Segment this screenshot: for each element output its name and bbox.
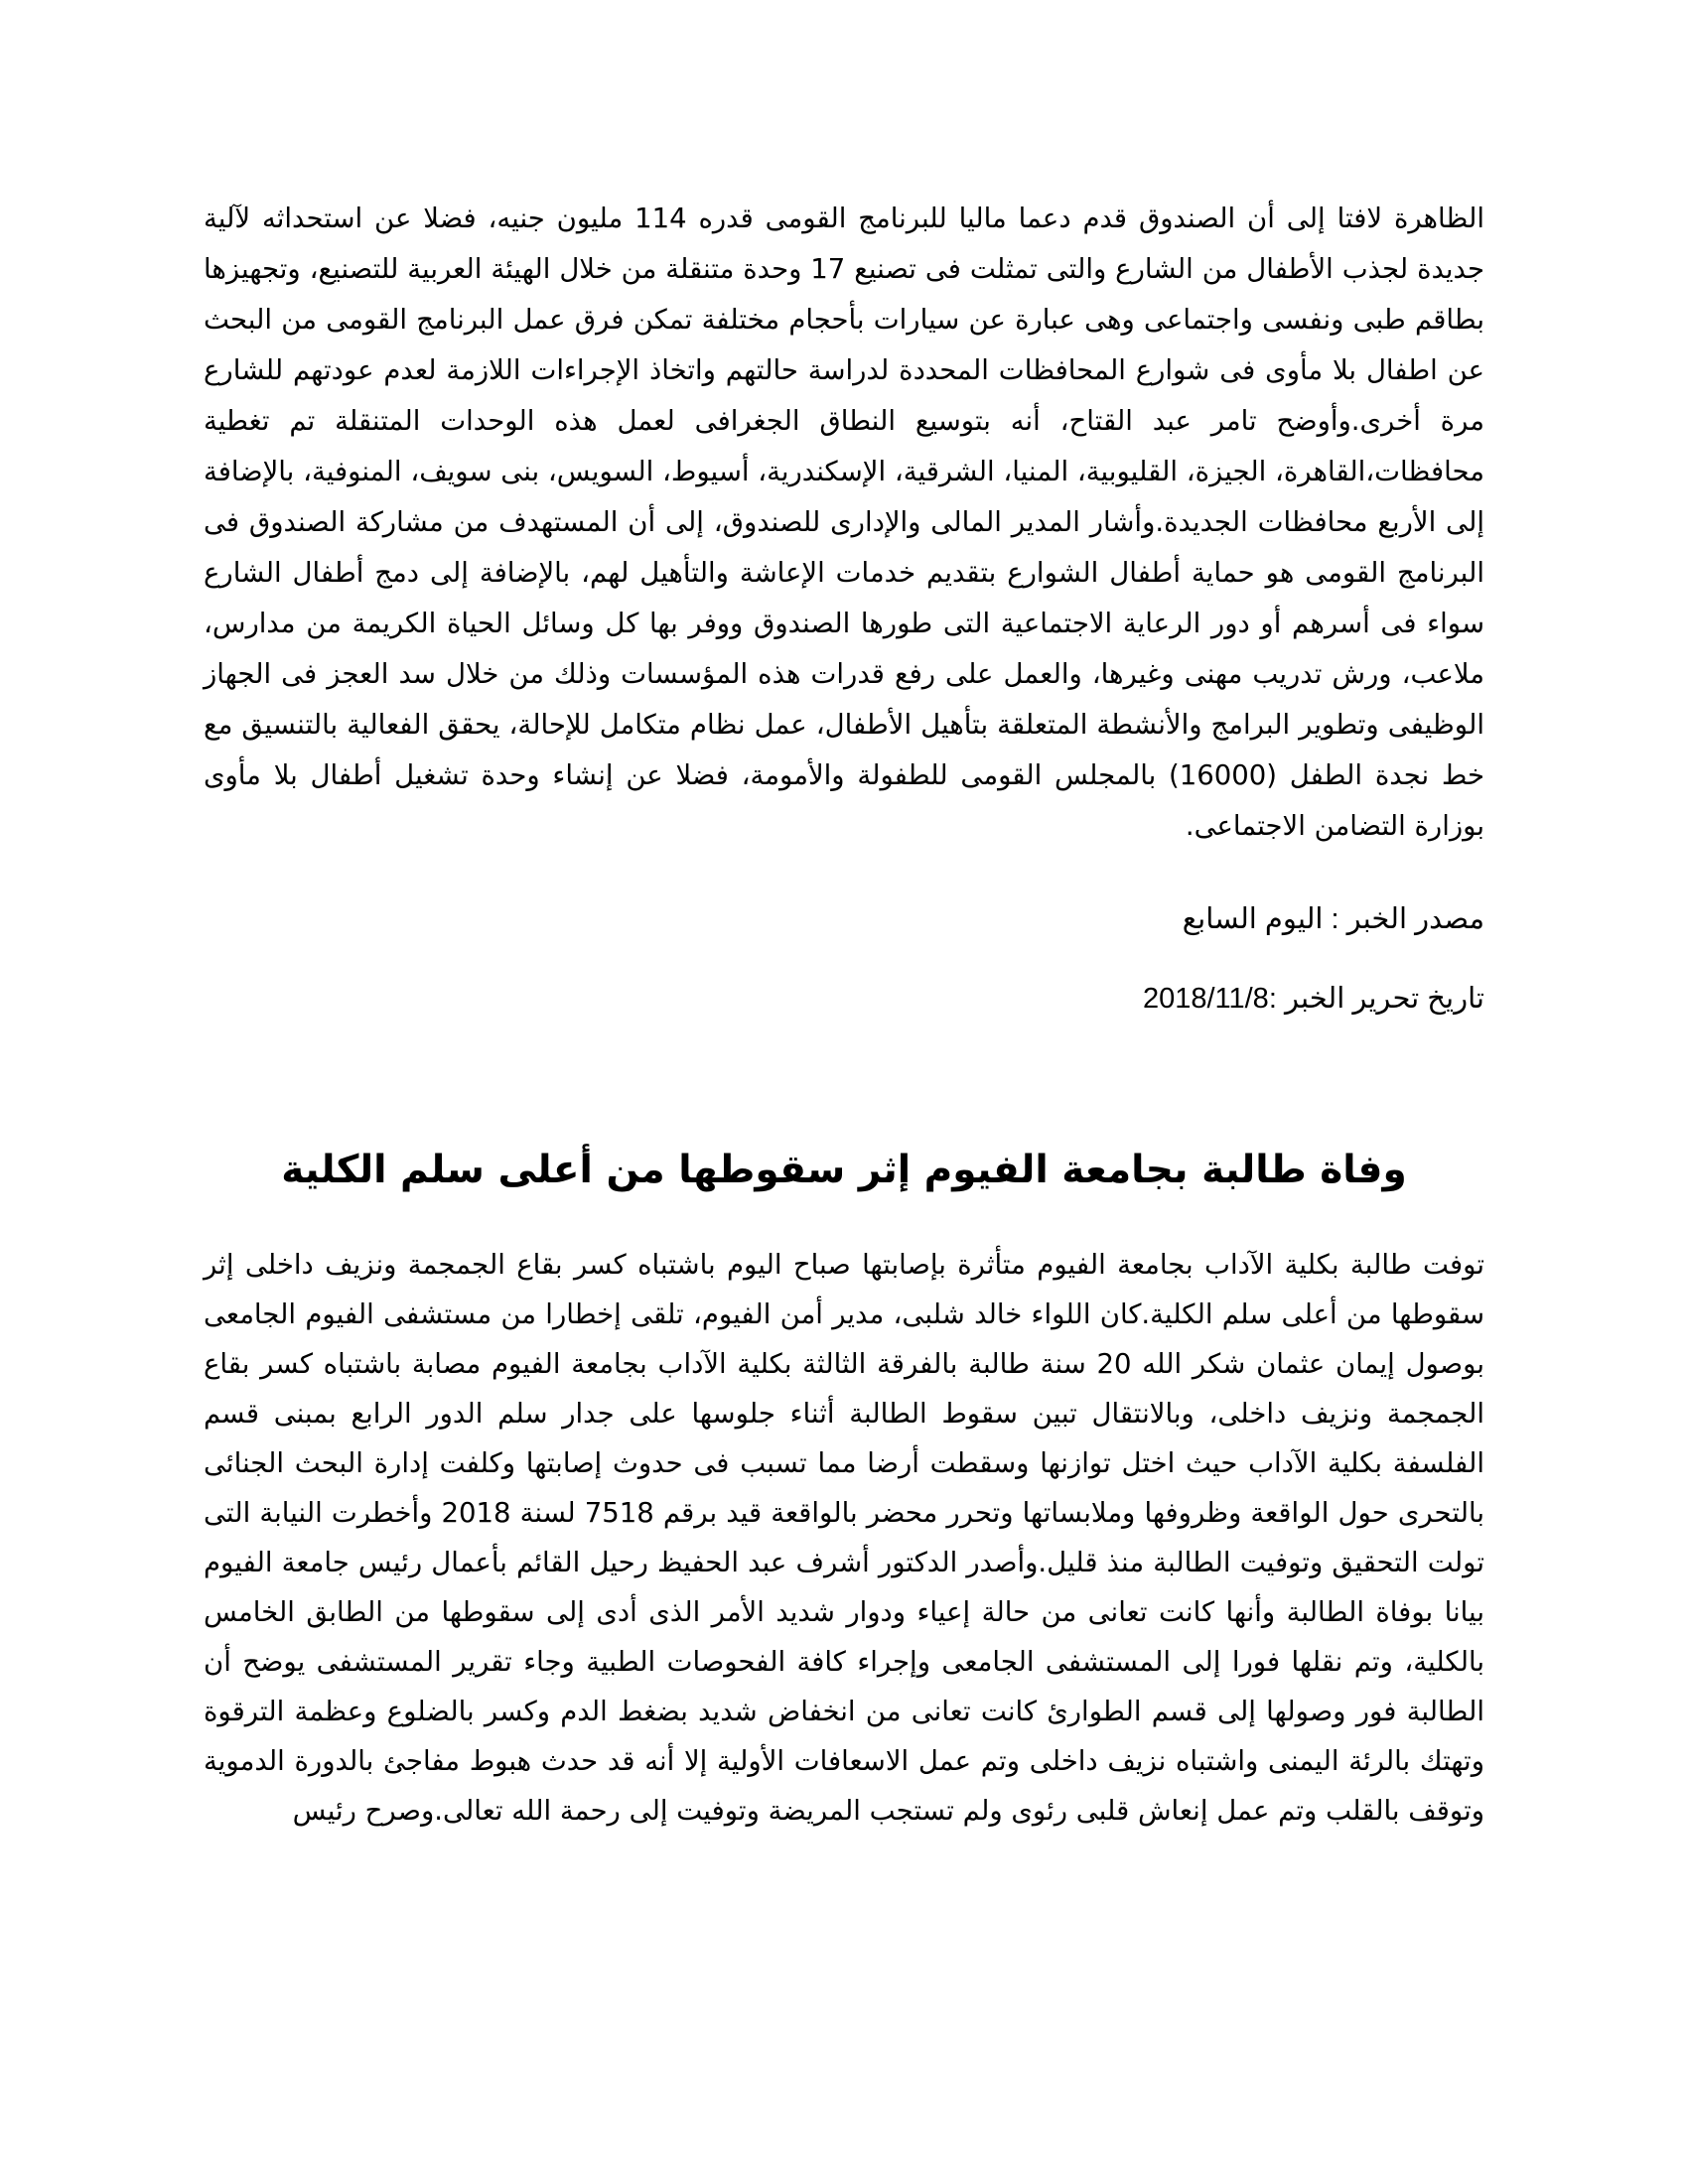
article-fayoum-student — [204, 1143, 1484, 1836]
article-2-title: وفاة طالبة بجامعة الفيوم إثر سقوطها من أعلى سلم الكلية — [281, 1148, 1407, 1192]
article-2-body: توفت طالبة بكلية الآداب بجامعة الفيوم متأثرة بإصابتها صباح اليوم باشتباه كسر بقاع الجمجمة ونزيف داخلى إثر سقوطها من أعلى سلم الكلية.كان اللواء خالد شلبى، مدير أمن الفيوم، تلقى إخطارا من مستشفى الفيوم الجامعى بوصول إيمان عثمان شكر الله 20 سنة طالبة بالفرقة الثالثة بكلية الآداب بجامعة الفيوم مصابة باشتباه كسر بقاع الجمجمة ونزيف داخلى، وبالانتقال تبين سقوط الطالبة أثناء جلوسها على جدار سلم الدور الرابع بمبنى قسم الفلسفة بكلية الآداب حيث اختل توازنها وسقطت أرضا مما تسبب فى حدوث إصابتها وكلفت إدارة البحث الجنائى بالتحرى حول الواقعة وظروفها وملابساتها وتحرر محضر بالواقعة قيد برقم 7518 لسنة 2018 وأخطرت النيابة التى تولت التحقيق وتوفيت الطالبة منذ قليل.وأصدر الدكتور أشرف عبد الحفيظ رحيل القائم بأعمال رئيس جامعة الفيوم بيانا بوفاة الطالبة وأنها كانت تعانى من حالة إعياء ودوار شديد الأمر الذى أدى إلى سقوطها من الطابق الخامس بالكلية، وتم نقلها فورا إلى المستشفى الجامعى وإجراء كافة الفحوصات الطبية وجاء تقرير المستشفى يوضح أن الطالبة فور وصولها إلى قسم الطوارئ كانت تعانى من انخفاض شديد بضغط الدم وكسر بالضلوع وعظمة الترقوة وتهتك بالرئة اليمنى واشتباه نزيف داخلى وتم عمل الاسعافات الأولية إلا أنه قد حدث هبوط مفاجئ بالدورة الدموية وتوقف بالقلب وتم عمل إنعاش قلبى رئوى ولم تستجب المريضة وتوفيت إلى رحمة الله تعالى.وصرح رئيس — [204, 1249, 1485, 1827]
article-1-body: الظاهرة لافتا إلى أن الصندوق قدم دعما ماليا للبرنامج القومى قدره 114 مليون جنيه، فضلا عن استحداثه لآلية جديدة لجذب الأطفال من الشارع والتى تمثلت فى تصنيع 17 وحدة متنقلة من خلال الهيئة العربية للتصنيع، وتجهيزها بطاقم طبى ونفسى واجتماعى وهى عبارة عن سيارات بأحجام مختلفة تمكن فرق عمل البرنامج القومى من البحث عن اطفال بلا مأوى فى شوارع المحافظات المحددة لدراسة حالتهم واتخاذ الإجراءات اللازمة لعدم عودتهم للشارع مرة أخرى.وأوضح تامر عبد القتاح، أنه بتوسيع النطاق الجغرافى لعمل هذه الوحدات المتنقلة تم تغطية محافظات،القاهرة، الجيزة، القليوبية، المنيا، الشرقية، الإسكندرية، أسيوط، السويس، بنى سويف، المنوفية، بالإضافة إلى الأربع محافظات الجديدة.وأشار المدير المالى والإدارى للصندوق، إلى أن المستهدف من مشاركة الصندوق فى البرنامج القومى هو حماية أطفال الشوارع بتقديم خدمات الإعاشة والتأهيل لهم، بالإضافة إلى دمج أطفال الشارع سواء فى أسرهم أو دور الرعاية الاجتماعية التى طورها الصندوق ووفر بها كل وسائل الحياة الكريمة من مدارس، ملاعب، ورش تدريب مهنى وغيرها، والعمل على رفع قدرات هذه المؤسسات وذلك من خلال سد العجز فى الجهاز الوظيفى وتطوير البرامج والأنشطة المتعلقة بتأهيل الأطفال، عمل نظام متكامل للإحالة، يحقق الفعالية بالتنسيق مع خط نجدة الطفل (16000) بالمجلس القومى للطفولة والأمومة، فضلا عن إنشاء وحدة تشغيل أطفال بلا مأوى بوزارة التضامن الاجتماعى. — [204, 203, 1484, 842]
article-continued — [204, 194, 1484, 1019]
document-page — [204, 194, 1484, 1836]
news-source: مصدر الخبر : اليوم السابع — [1182, 903, 1484, 935]
news-date: تاريخ تحرير الخبر :2018/11/8 — [1142, 983, 1484, 1015]
